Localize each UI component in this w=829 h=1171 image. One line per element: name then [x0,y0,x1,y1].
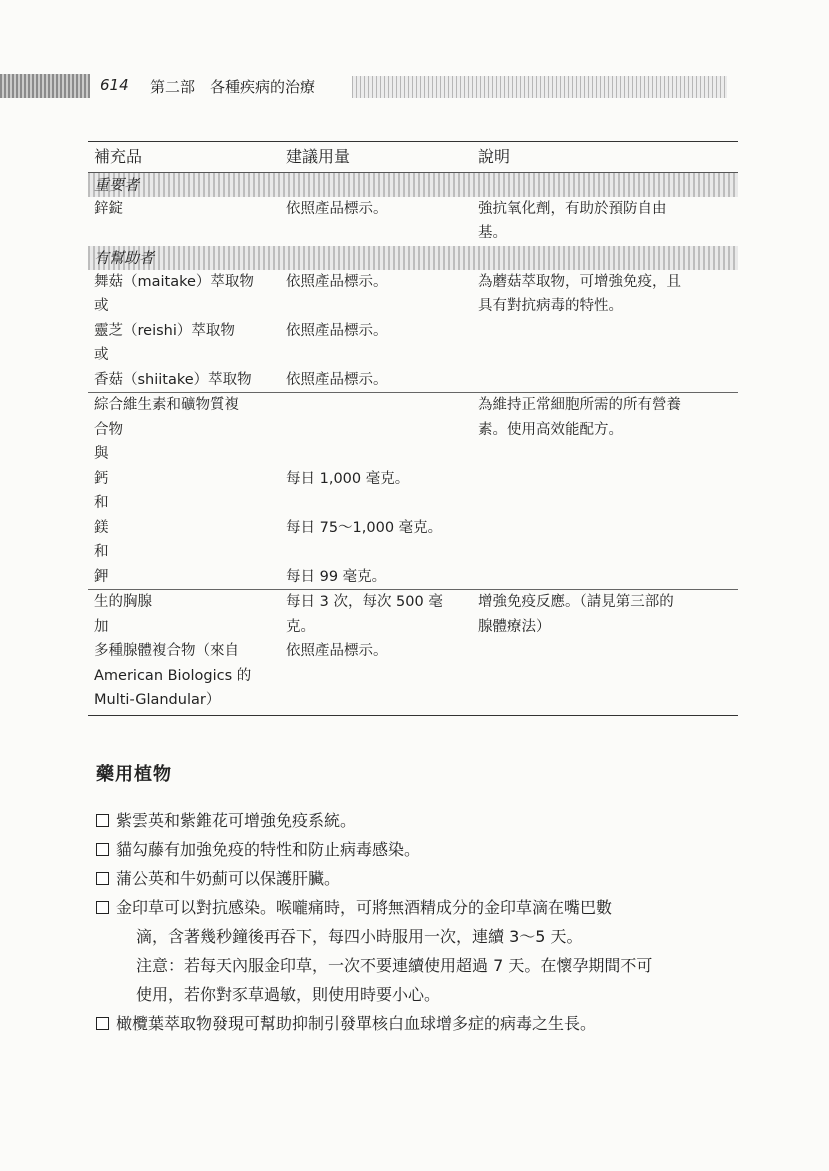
table-row [88,197,738,246]
header-comments: 說明 [472,142,738,173]
comment: 強抗氧化劑，有助於預防自由 基。 [478,200,667,241]
checkbox-square-icon [96,814,109,827]
section-title: 藥用植物 [96,764,172,785]
herb-list [96,806,756,1038]
supplement-name: 舞菇（maitake）萃取物 或 靈芝（reishi）萃取物 或 香菇（shiitake）萃取物 [94,273,254,388]
table-row [88,590,738,716]
comment: 增強免疫反應。（請見第三部的 腺體療法） [472,590,738,716]
supplement-name: 鋅錠 [94,200,123,217]
list-item: 金印草可以對抗感染。喉嚨痛時，可將無酒精成分的金印草滴在嘴巴數 滴，含著幾秒鐘後再吞下，每四小時服用一次，連續 3～5 天。 注意：若每天內服金印草，一次不要連續使用超過 7 天。在懷孕期間不可 使用，若你對豕草過敏，則使用時要小心。 [96,893,756,1009]
list-item: 貓勾藤有加強免疫的特性和防止病毒感染。 [96,835,756,864]
table-header-row [88,142,738,173]
table-row [88,393,738,590]
header-dosage: 建議用量 [280,142,472,173]
checkbox-square-icon [96,872,109,885]
category-row-important [88,172,738,197]
list-item: 紫雲英和紫錐花可增強免疫系統。 [96,806,756,835]
category-label: 有幫助者 [88,246,738,270]
supplement-name: 生的胸腺 加 多種腺體複合物（來自 American Biologics 的 Multi-Glandular） [88,590,280,716]
comment: 為維持正常細胞所需的所有營養 素。使用高效能配方。 [472,393,738,590]
checkbox-square-icon [96,1017,109,1030]
dosage: 依照產品標示。 [286,200,388,217]
header-supplement: 補充品 [88,142,280,173]
herbs-section [96,760,756,1038]
category-row-helpful [88,246,738,270]
header-decor-right [352,76,727,98]
header-decor-left [0,74,90,98]
dosage: 每日 1,000 毫克。 每日 75～1,000 毫克。 每日 99 毫克。 [280,393,472,590]
supplement-name: 綜合維生素和礦物質複 合物 與 鈣 和 鎂 和 鉀 [88,393,280,590]
page-header [0,72,829,102]
checkbox-square-icon [96,901,109,914]
checkbox-square-icon [96,843,109,856]
dosage: 依照產品標示。 依照產品標示。 依照產品標示。 [286,273,388,388]
list-item: 橄欖葉萃取物發現可幫助抑制引發單核白血球增多症的病毒之生長。 [96,1009,756,1038]
dosage: 每日 3 次，每次 500 毫 克。 依照產品標示。 [280,590,472,716]
list-item: 蒲公英和牛奶薊可以保護肝臟。 [96,864,756,893]
category-label: 重要者 [88,172,738,197]
table-row [88,270,738,393]
comment: 為蘑菇萃取物，可增強免疫，且 具有對抗病毒的特性。 [478,273,681,314]
supplement-table [88,141,738,716]
part-title: 第二部 各種疾病的治療 [150,78,316,96]
page-number: 614 [100,76,129,94]
